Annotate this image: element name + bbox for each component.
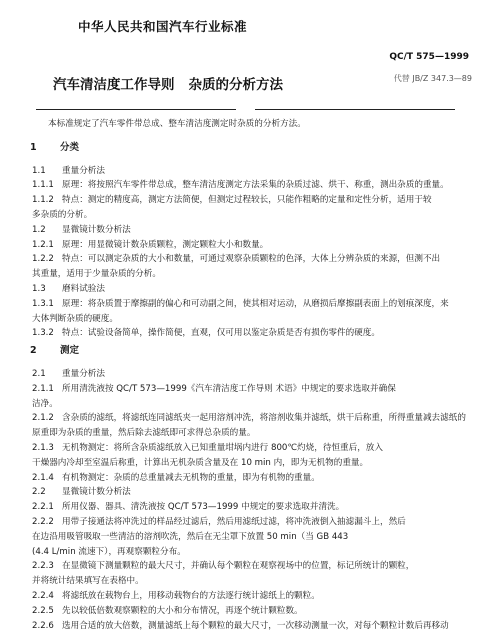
clause: 2.1.3 无机物测定：将所含杂质滤纸放入已知重量坩埚内进行 800℃灼烧，待恒重后，放入: [28, 441, 476, 456]
clause: 2.2.1 所用仪器、器具、清洗液按 QC/T 573—1999 中规定的要求选取并清洗。: [28, 500, 476, 515]
clause: 1.3.2 特点：试验设备简单，操作简便，直观，仅可用以鉴定杂质是否有损伤零件的硬度。: [28, 326, 476, 341]
clause: 2.2.4 将滤纸放在载物台上，用移动载物台的方法逐行统计滤纸上的颗粒。: [28, 589, 476, 604]
clause-continuation: 干燥器内冷却至室温后称重，计算出无机杂质含量及在 10 min 内，即为无机物的重量。: [28, 456, 476, 471]
divider-right: [255, 109, 455, 110]
document-title: [53, 73, 283, 93]
clause: 2.2.5 先以较低倍数观察颗粒的大小和分布情况，再逐个统计颗粒数。: [28, 604, 476, 619]
standard-code: QC/T 575—1999: [389, 52, 469, 62]
document-body: [28, 117, 476, 633]
section-heading: 1.1 重量分析法: [28, 164, 476, 179]
section-heading: 2.1 重量分析法: [28, 367, 476, 382]
clause: 1.2.1 原理：用显微镜计数杂质颗粒，测定颗粒大小和数量。: [28, 238, 476, 253]
clause: 1.2.2 特点：可以测定杂质的大小和数量，可通过观察杂质颗粒的色泽，大体上分辨杂质的来源，但测不出: [28, 252, 476, 267]
chapter-heading: 1 分类: [30, 141, 476, 156]
clause-continuation: 多杂质的分析。: [28, 208, 476, 223]
clause: 2.1.1 所用清洗液按 QC/T 573—1999《汽车清洁度工作导则 术语》中规定的要求选取并确保: [28, 382, 476, 397]
clause-continuation: 其重量，适用于少量杂质的分析。: [28, 267, 476, 282]
standard-header: 中华人民共和国汽车行业标准: [78, 17, 247, 35]
clause-continuation: 并将统计结果填写在表格中。: [28, 574, 476, 589]
clause-continuation: 洁净。: [28, 397, 476, 412]
clause: 2.2.3 在显微镜下测量颗粒的最大尺寸，并确认每个颗粒在观察视场中的位置，标记所统计的颗粒，: [28, 559, 476, 574]
clause: 2.2.6 选用合适的放大倍数，测量滤纸上每个颗粒的最大尺寸，一次移动测量一次，对每个颗粒计数后再移动: [28, 619, 476, 633]
title-sub: 杂质的分析方法: [189, 77, 284, 93]
clause: 1.1.2 特点：测定的精度高，测定方法简便，但测定过程较长，只能作粗略的定量和定性分析，适用于较: [28, 193, 476, 208]
clause: 1.3.1 原理：将杂质置于摩擦副的偏心和可动副之间，使其相对运动，从磨损后摩擦副表面上的划痕深度，来: [28, 297, 476, 312]
clause: 1.1.1 原理：将按照汽车零件带总成，整车清洁度测定方法采集的杂质过滤、烘干、称重，测出杂质的重量。: [28, 178, 476, 193]
clause: 2.2.2 用带子接通法将冲洗过的样品经过滤后，然后用滤纸过滤，将冲洗液倒入抽滤漏斗上，然后: [28, 515, 476, 530]
clause: 2.1.2 含杂质的滤纸，将滤纸连同滤纸夹一起用溶剂冲洗，将溶剂收集并滤纸，烘干后称重，所得重量减去滤纸的: [28, 411, 476, 426]
clause-continuation: (4.4 L/min 流速下），再观察颗粒分布。: [28, 545, 476, 560]
clause-continuation: 大体判断杂质的硬度。: [28, 312, 476, 327]
clause-continuation: 在边沿用吸管吸取一些清洁的溶剂吹洗，然后在无尘罩下放置 50 min（当 GB 443: [28, 530, 476, 545]
chapter-heading: 2 测定: [30, 344, 476, 359]
intro-paragraph: 本标准规定了汽车零件带总成、整车清洁度测定时杂质的分析方法。: [28, 117, 476, 132]
section-heading: 2.2 显微镜计数分析法: [28, 485, 476, 500]
section-heading: 1.3 磨料试验法: [28, 282, 476, 297]
divider-left: [36, 109, 236, 110]
replaces-note: 代替 JB/Z 347.3—89: [394, 73, 472, 84]
title-main: 汽车清洁度工作导则: [53, 77, 175, 93]
clause-continuation: 原重即为杂质的重量，然后除去滤纸即可求得总杂质的量。: [28, 426, 476, 441]
section-heading: 1.2 显微镜计数分析法: [28, 223, 476, 238]
clause: 2.1.4 有机物测定：杂质的总重量减去无机物的重量，即为有机物的重量。: [28, 471, 476, 486]
